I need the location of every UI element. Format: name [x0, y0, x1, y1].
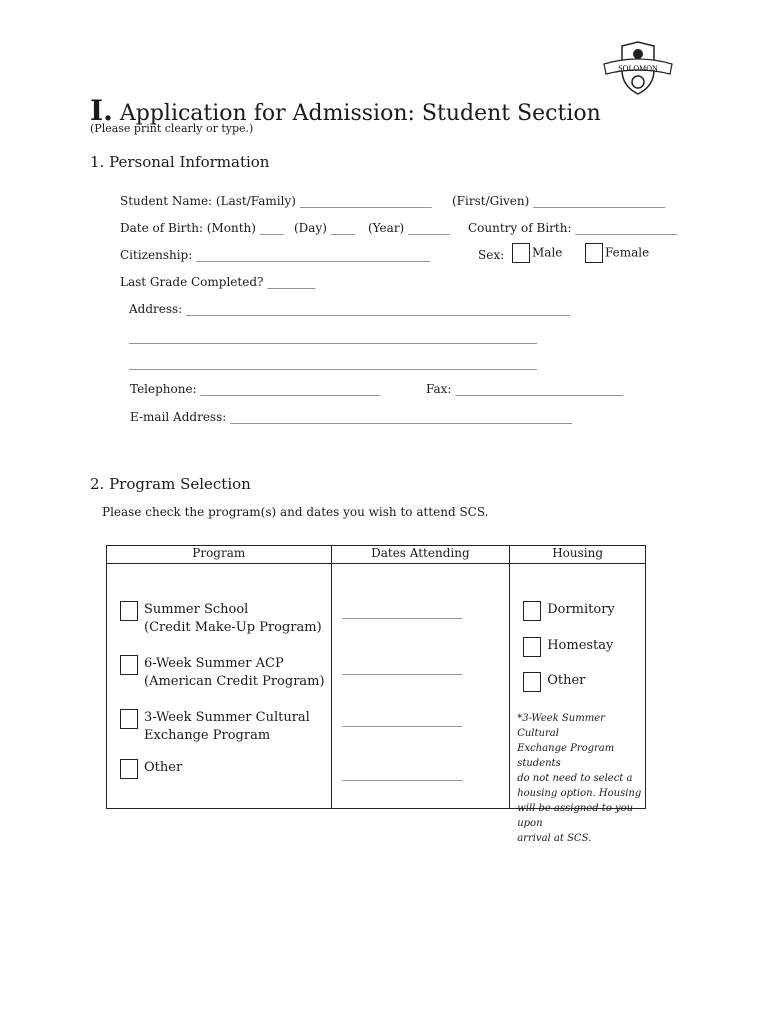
- housing-label: Dormitory: [547, 602, 615, 617]
- program-sublabel: Exchange Program: [144, 728, 271, 743]
- column-header-housing: Housing: [510, 546, 646, 564]
- dates-column: [331, 564, 510, 809]
- male-label: Male: [532, 245, 563, 260]
- homestay-checkbox[interactable]: [523, 637, 541, 657]
- dates-field-acp[interactable]: ____________________: [342, 661, 463, 675]
- personal-info-heading: 1. Personal Information: [90, 153, 270, 171]
- housing-note-line: *3-Week Summer Cultural: [517, 713, 605, 739]
- female-label: Female: [605, 245, 650, 260]
- dob-day-field[interactable]: (Day) ____: [294, 221, 355, 235]
- school-crest-logo: [600, 40, 676, 96]
- dates-field-cultural[interactable]: ____________________: [342, 713, 463, 727]
- dob-month-field[interactable]: Date of Birth: (Month) ____: [120, 221, 284, 235]
- program-option-other[interactable]: [120, 759, 182, 777]
- housing-note: [517, 711, 644, 846]
- last-grade-field[interactable]: Last Grade Completed? ________: [120, 275, 316, 289]
- program-column: [107, 564, 332, 809]
- column-header-dates: Dates Attending: [331, 546, 510, 564]
- housing-note-line: arrival at SCS.: [517, 833, 592, 844]
- cultural-checkbox[interactable]: [120, 709, 138, 729]
- country-of-birth-field[interactable]: Country of Birth: _________________: [468, 221, 678, 235]
- telephone-field[interactable]: Telephone: ______________________________: [130, 382, 381, 396]
- program-label: 6-Week Summer ACP: [144, 656, 284, 671]
- dates-field-summer-school[interactable]: ____________________: [342, 605, 463, 619]
- male-checkbox[interactable]: [512, 243, 530, 263]
- dormitory-checkbox[interactable]: [523, 601, 541, 621]
- housing-note-line: Exchange Program students: [517, 743, 615, 769]
- program-sublabel: (American Credit Program): [144, 674, 325, 689]
- program-option-3-week-cultural[interactable]: [120, 709, 310, 745]
- summer-school-checkbox[interactable]: [120, 601, 138, 621]
- sex-label: Sex:: [478, 248, 505, 262]
- program-label: Other: [144, 760, 183, 775]
- housing-column: [510, 564, 646, 844]
- program-selection-heading: 2. Program Selection: [90, 475, 251, 493]
- program-table-header: [107, 546, 646, 564]
- program-option-summer-school[interactable]: [120, 601, 322, 637]
- program-label: 3-Week Summer Cultural: [144, 710, 310, 725]
- dates-field-other[interactable]: ____________________: [342, 767, 463, 781]
- address-field[interactable]: Address: ________________________________________________________________: [129, 302, 571, 316]
- student-first-name-field[interactable]: (First/Given) ______________________: [452, 194, 666, 208]
- other-program-checkbox[interactable]: [120, 759, 138, 779]
- title-numeral: I.: [90, 94, 113, 127]
- address-line-3[interactable]: ____________________________________________________________________: [129, 356, 537, 370]
- housing-label: Other: [547, 673, 586, 688]
- housing-option-dormitory[interactable]: [523, 601, 615, 619]
- housing-note-line: housing option. Housing: [517, 788, 642, 799]
- address-line-2[interactable]: ____________________________________________________________________: [129, 330, 537, 344]
- program-sublabel: (Credit Make-Up Program): [144, 620, 322, 635]
- housing-note-line: do not need to select a: [517, 773, 633, 784]
- program-table: [106, 545, 646, 844]
- housing-option-other[interactable]: [523, 672, 585, 690]
- other-housing-checkbox[interactable]: [523, 672, 541, 692]
- title-text: Application for Admission: Student Section: [119, 101, 601, 126]
- column-header-program: Program: [107, 546, 332, 564]
- email-field[interactable]: E-mail Address: _________________________________________________________: [130, 410, 573, 424]
- housing-option-homestay[interactable]: [523, 637, 613, 655]
- program-option-6-week-acp[interactable]: [120, 655, 325, 691]
- acp-checkbox[interactable]: [120, 655, 138, 675]
- citizenship-field[interactable]: Citizenship: _______________________________________: [120, 248, 431, 262]
- sex-male-option[interactable]: [512, 243, 562, 263]
- page-subtitle: (Please print clearly or type.): [90, 122, 254, 135]
- female-checkbox[interactable]: [585, 243, 603, 263]
- program-label: Summer School: [144, 602, 249, 617]
- dob-year-field[interactable]: (Year) _______: [368, 221, 451, 235]
- program-instruction: Please check the program(s) and dates you wish to attend SCS.: [102, 505, 489, 519]
- sex-female-option[interactable]: [585, 243, 649, 263]
- student-last-name-field[interactable]: Student Name: (Last/Family) ______________________: [120, 194, 432, 208]
- housing-note-line: will be assigned to you upon: [517, 803, 634, 829]
- logo-text: SOLOMON: [618, 64, 658, 73]
- housing-label: Homestay: [547, 638, 614, 653]
- fax-field[interactable]: Fax: ____________________________: [426, 382, 624, 396]
